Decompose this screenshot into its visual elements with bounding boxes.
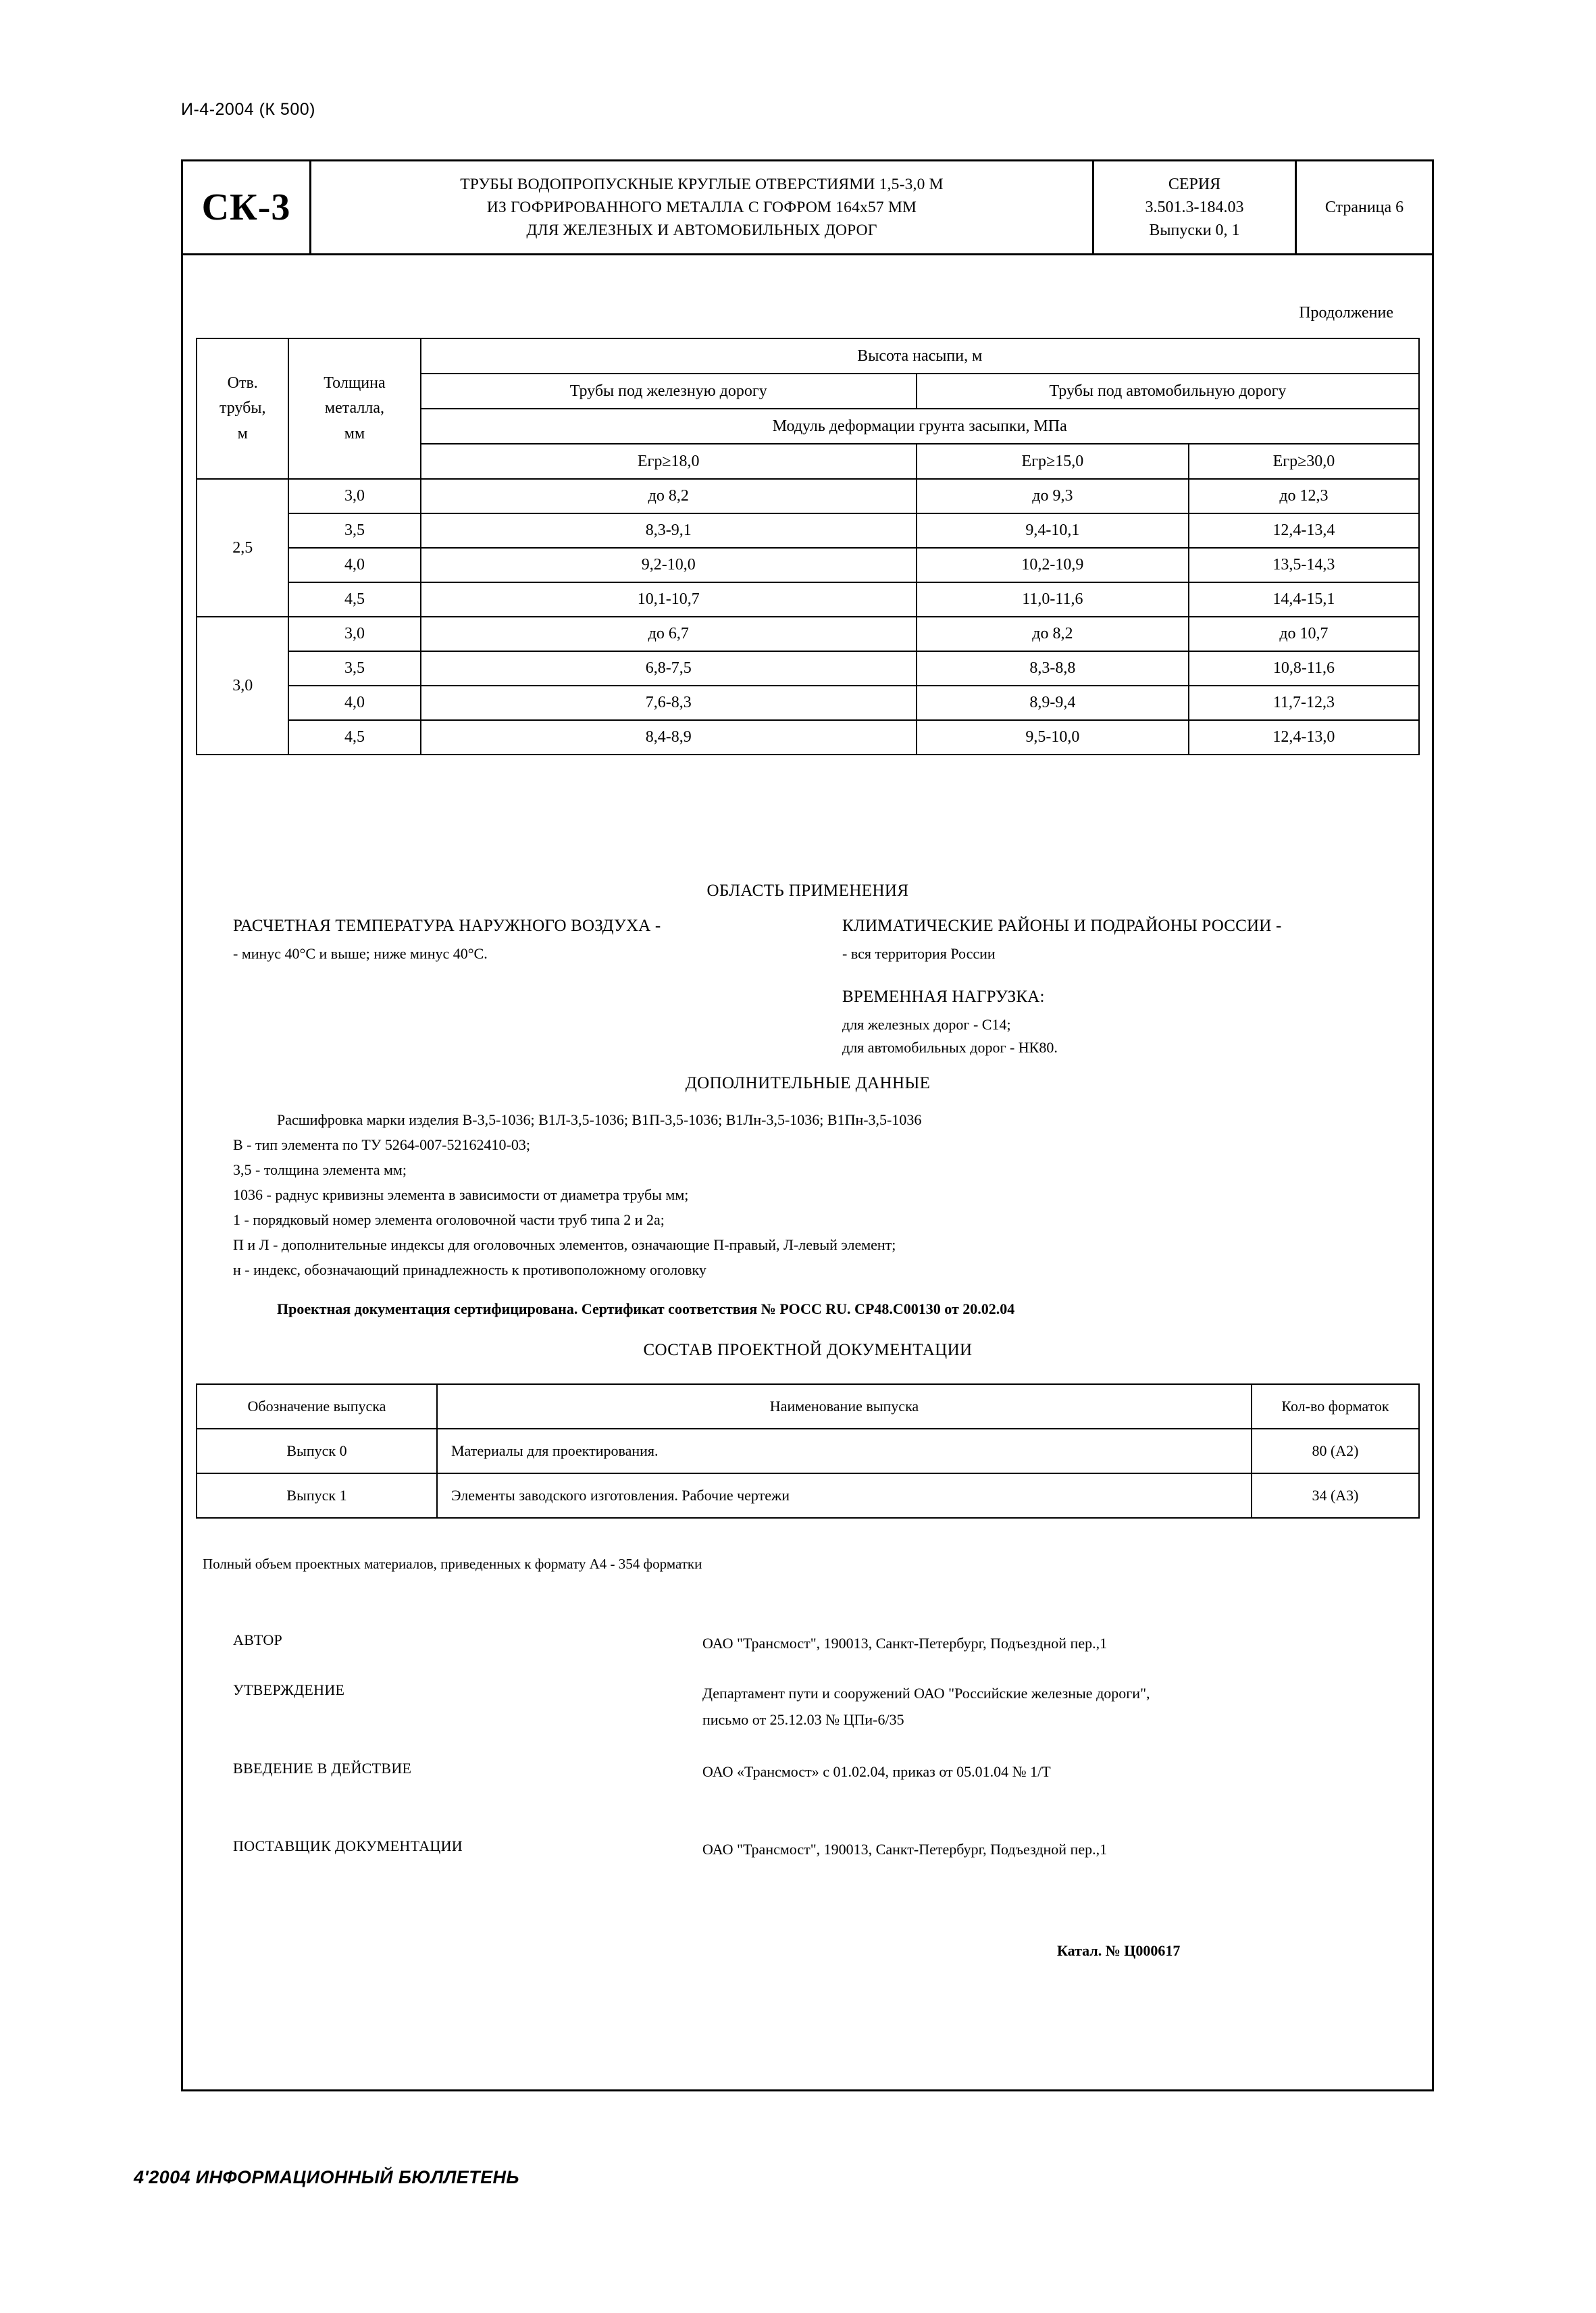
approval-value-line-2: письмо от 25.12.03 № ЦПи-6/35 [702, 1711, 904, 1728]
embankment-height-table [196, 338, 1420, 755]
enactment-label: ВВЕДЕНИЕ В ДЕЙСТВИЕ [233, 1760, 412, 1777]
pipe-opening-line-3: м [237, 424, 248, 442]
temperature-title: РАСЧЕТНАЯ ТЕМПЕРАТУРА НАРУЖНОГО ВОЗДУХА - [233, 917, 661, 935]
climate-value: - вся территория России [842, 945, 996, 962]
cell-egr15: 9,4-10,1 [917, 513, 1189, 548]
cell-egr30: до 10,7 [1189, 617, 1419, 651]
certificate-line: Проектная документация сертифицирована. Сертификат соответствия № РОСС RU. СР48.С00130 от 20.02.04 [277, 1300, 1015, 1317]
cell-thickness: 3,0 [288, 617, 420, 651]
pipe-opening-line-1: Отв. [227, 374, 258, 392]
cell-thickness: 3,5 [288, 513, 420, 548]
additional-line-6: П и Л - дополнительные индексы для оголовочных элементов, означающие П-правый, Л-левый элемент; [233, 1236, 896, 1253]
supplier-value: ОАО "Трансмост", 190013, Санкт-Петербург, Подъездной пер.,1 [702, 1841, 1108, 1858]
table-row [197, 617, 1419, 651]
cell-thickness: 4,5 [288, 720, 420, 755]
cell-egr18: до 8,2 [421, 479, 917, 513]
table-row [197, 720, 1419, 755]
table-row [197, 686, 1419, 720]
header-series [1094, 161, 1297, 253]
cell-thickness: 3,0 [288, 479, 420, 513]
additional-data-heading: ДОПОЛНИТЕЛЬНЫЕ ДАННЫЕ [685, 1074, 931, 1092]
application-heading: ОБЛАСТЬ ПРИМЕНЕНИЯ [706, 882, 909, 900]
page-number-label: Страница 6 [1324, 198, 1404, 216]
cell-egr15: 11,0-11,6 [917, 582, 1189, 617]
additional-line-1: Расшифровка марки изделия В-3,5-1036; В1Л-3,5-1036; В1П-3,5-1036; В1Лн-3,5-1036; В1Пн-3,5-1036 [277, 1111, 922, 1128]
cell-pipe-opening: 3,0 [197, 617, 288, 755]
additional-line-7: н - индекс, обозначающий принадлежность к противоположному оголовку [233, 1261, 706, 1278]
composition-heading: СОСТАВ ПРОЕКТНОЙ ДОКУМЕНТАЦИИ [643, 1341, 973, 1359]
cell-egr15: до 9,3 [917, 479, 1189, 513]
cell-designation: Выпуск 1 [197, 1473, 437, 1518]
cell-thickness: 3,5 [288, 651, 420, 686]
metal-thickness-line-2: металла, [324, 399, 385, 417]
column-header-egr-15: Егр≥15,0 [917, 444, 1189, 479]
composition-table [196, 1383, 1420, 1519]
cell-egr15: 8,3-8,8 [917, 651, 1189, 686]
series-number: 3.501.3-184.03 [1145, 198, 1244, 216]
cell-egr15: 10,2-10,9 [917, 548, 1189, 582]
column-header-highway-pipes: Трубы под автомобильную дорогу [917, 374, 1419, 409]
table-row [197, 479, 1419, 513]
temperature-value: - минус 40°С и выше; ниже минус 40°С. [233, 945, 488, 962]
cell-egr15: 8,9-9,4 [917, 686, 1189, 720]
cell-designation: Выпуск 0 [197, 1429, 437, 1473]
cell-name: Материалы для проектирования. [437, 1429, 1252, 1473]
total-formats-note: Полный объем проектных материалов, приведенных к формату А4 - 354 форматки [203, 1556, 702, 1572]
cell-egr18: 8,3-9,1 [421, 513, 917, 548]
additional-line-5: 1 - порядковый номер элемента оголовочной части труб типа 2 и 2а; [233, 1211, 665, 1228]
additional-line-3: 3,5 - толщина элемента мм; [233, 1161, 407, 1178]
column-header-egr-18: Егр≥18,0 [421, 444, 917, 479]
temporary-load-highway: для автомобильных дорог - НК80. [842, 1039, 1058, 1056]
climate-title: КЛИМАТИЧЕСКИЕ РАЙОНЫ И ПОДРАЙОНЫ РОССИИ - [842, 917, 1282, 935]
cell-egr30: 12,4-13,0 [1189, 720, 1419, 755]
table-row [197, 651, 1419, 686]
cell-quantity: 34 (А3) [1252, 1473, 1419, 1518]
document-header [181, 159, 1434, 255]
table-row [197, 513, 1419, 548]
header-code: СК-3 [183, 161, 311, 253]
table-row [197, 548, 1419, 582]
cell-egr30: 13,5-14,3 [1189, 548, 1419, 582]
approval-label: УТВЕРЖДЕНИЕ [233, 1681, 345, 1698]
cell-egr30: 10,8-11,6 [1189, 651, 1419, 686]
cell-egr18: 7,6-8,3 [421, 686, 917, 720]
approval-value-line-1: Департамент пути и сооружений ОАО "Российские железные дороги", [702, 1685, 1150, 1702]
column-header-name: Наименование выпуска [437, 1384, 1252, 1429]
additional-line-4: 1036 - раднус кривизны элемента в зависимости от диаметра трубы мм; [233, 1186, 689, 1203]
page-footer: 4'2004 ИНФОРМАЦИОННЫЙ БЮЛЛЕТЕНЬ [134, 2167, 519, 2187]
cell-quantity: 80 (А2) [1252, 1429, 1419, 1473]
cell-egr30: 14,4-15,1 [1189, 582, 1419, 617]
pipe-opening-line-2: трубы, [219, 399, 266, 417]
continuation-label: Продолжение [1299, 304, 1393, 322]
cell-egr18: 10,1-10,7 [421, 582, 917, 617]
cell-pipe-opening: 2,5 [197, 479, 288, 617]
document-code: И-4-2004 (К 500) [181, 100, 315, 119]
cell-name: Элементы заводского изготовления. Рабочие чертежи [437, 1473, 1252, 1518]
column-header-designation: Обозначение выпуска [197, 1384, 437, 1429]
table-row [197, 1473, 1419, 1518]
metal-thickness-line-1: Толщина [324, 374, 386, 392]
series-issues: Выпуски 0, 1 [1149, 222, 1240, 240]
header-title [311, 161, 1094, 253]
author-value: ОАО "Трансмост", 190013, Санкт-Петербург, Подъездной пер.,1 [702, 1635, 1108, 1652]
cell-thickness: 4,0 [288, 548, 420, 582]
column-header-egr-30: Егр≥30,0 [1189, 444, 1419, 479]
enactment-value: ОАО «Трансмост» с 01.02.04, приказ от 05.01.04 № 1/Т [702, 1763, 1051, 1780]
additional-line-2: В - тип элемента по ТУ 5264-007-52162410-03; [233, 1136, 530, 1153]
cell-egr18: 8,4-8,9 [421, 720, 917, 755]
table-header-row [197, 1384, 1419, 1429]
cell-egr18: 9,2-10,0 [421, 548, 917, 582]
cell-egr30: до 12,3 [1189, 479, 1419, 513]
cell-egr18: 6,8-7,5 [421, 651, 917, 686]
cell-egr30: 12,4-13,4 [1189, 513, 1419, 548]
cell-egr30: 11,7-12,3 [1189, 686, 1419, 720]
header-title-line-3: ДЛЯ ЖЕЛЕЗНЫХ И АВТОМОБИЛЬНЫХ ДОРОГ [526, 222, 877, 240]
column-header-embankment-height: Высота насыпи, м [421, 338, 1420, 374]
temporary-load-railway: для железных дорог - С14; [842, 1016, 1011, 1033]
temporary-load-title: ВРЕМЕННАЯ НАГРУЗКА: [842, 988, 1045, 1006]
column-header-railway-pipes: Трубы под железную дорогу [421, 374, 917, 409]
author-label: АВТОР [233, 1631, 283, 1648]
catalog-number: Катал. № Ц000617 [1057, 1942, 1181, 1959]
header-title-line-1: ТРУБЫ ВОДОПРОПУСКНЫЕ КРУГЛЫЕ ОТВЕРСТИЯМИ 1,5-3,0 М [460, 175, 944, 193]
metal-thickness-line-3: мм [344, 424, 365, 442]
header-title-line-2: ИЗ ГОФРИРОВАННОГО МЕТАЛЛА С ГОФРОМ 164х57 ММ [486, 198, 917, 216]
supplier-label: ПОСТАВЩИК ДОКУМЕНТАЦИИ [233, 1837, 463, 1854]
cell-egr15: до 8,2 [917, 617, 1189, 651]
table-row [197, 1429, 1419, 1473]
cell-thickness: 4,5 [288, 582, 420, 617]
column-header-metal-thickness [288, 338, 420, 479]
cell-egr15: 9,5-10,0 [917, 720, 1189, 755]
column-header-quantity: Кол-во форматок [1252, 1384, 1419, 1429]
table-row [197, 582, 1419, 617]
cell-thickness: 4,0 [288, 686, 420, 720]
column-header-soil-modulus: Модуль деформации грунта засыпки, МПа [421, 409, 1420, 444]
column-header-pipe-opening [197, 338, 288, 479]
series-label: СЕРИЯ [1168, 175, 1221, 193]
cell-egr18: до 6,7 [421, 617, 917, 651]
